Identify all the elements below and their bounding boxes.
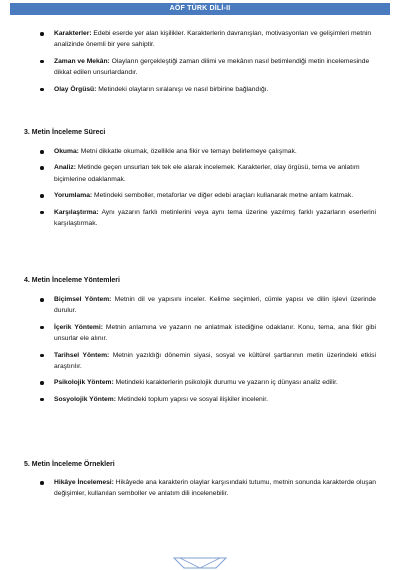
list-item: Hikâye İncelemesi: Hikâyede ana karakterin olaylar karşısındaki tutumu, metnin sonunda karakterde oluşan değişimler, kullanılan semboller ve anlatım dili incelenebilir. — [38, 477, 376, 500]
list-item: Yorumlama: Metindeki semboller, metaforlar ve diğer edebi araçları kullanarak metne anlam katmak. — [38, 190, 376, 201]
list-item: Sosyolojik Yöntem: Metindeki toplum yapısı ve sosyal ilişkiler incelenir. — [38, 394, 376, 405]
list-item: Karakterler: Edebi eserde yer alan kişilikler. Karakterlerin davranışları, motivasyonları ve gelişimleri metnin analizinde önemli bir yere sahiptir. — [38, 28, 376, 51]
list-item: Okuma: Metni dikkatle okumak, özellikle ana fikir ve temayı belirlemeye çalışmak. — [38, 146, 376, 157]
list-item: Zaman ve Mekân: Olayların gerçekleştiği zaman dilimi ve mekânın nasıl betimlendiği metin incelemesinde dikkat edilen unsurlardandır. — [38, 56, 376, 79]
page-header-title: AÖF TÜRK DİLİ-II — [169, 5, 231, 12]
section-title-3: 3. Metin İnceleme Süreci — [24, 129, 106, 136]
list-item: Olay Örgüsü: Metindeki olayların sıralanışı ve nasıl birbirine bağlandığı. — [38, 84, 376, 95]
section-4-list — [38, 294, 376, 410]
list-item: Analiz: Metinde geçen unsurları tek tek ele alarak incelemek. Karakterler, olay örgüsü, tema ve anlatım biçimlerine odaklanmak. — [38, 162, 376, 185]
section-5-list — [38, 477, 376, 505]
list-item: Biçimsel Yöntem: Metnin dil ve yapısını inceler. Kelime seçimleri, cümle yapısı ve dilin işlevi üzerinde durulur. — [38, 294, 376, 317]
list-item: Psikolojik Yöntem: Metindeki karakterlerin psikolojik durumu ve yazarın iç dünyası analiz edilir. — [38, 377, 376, 388]
section-title-4: 4. Metin İnceleme Yöntemleri — [24, 277, 120, 284]
list-item: Tarihsel Yöntem: Metnin yazıldığı dönemin siyasi, sosyal ve kültürel şartlarının metin üzerindeki etkisi araştırılır. — [38, 350, 376, 373]
list-item: İçerik Yöntemi: Metnin anlamına ve yazarın ne anlatmak istediğine odaklanır. Konu, tema, ana fikir gibi unsurlar ele alınır. — [38, 322, 376, 345]
list-item: Karşılaştırma: Aynı yazarın farklı metinlerini veya aynı tema üzerine yazılmış farklı yazarların eserlerini karşılaştırmak. — [38, 207, 376, 230]
section-3-list — [38, 146, 376, 234]
section-title-5: 5. Metin İnceleme Örnekleri — [24, 461, 115, 468]
footer-decoration — [170, 556, 230, 570]
top-list — [38, 28, 376, 100]
